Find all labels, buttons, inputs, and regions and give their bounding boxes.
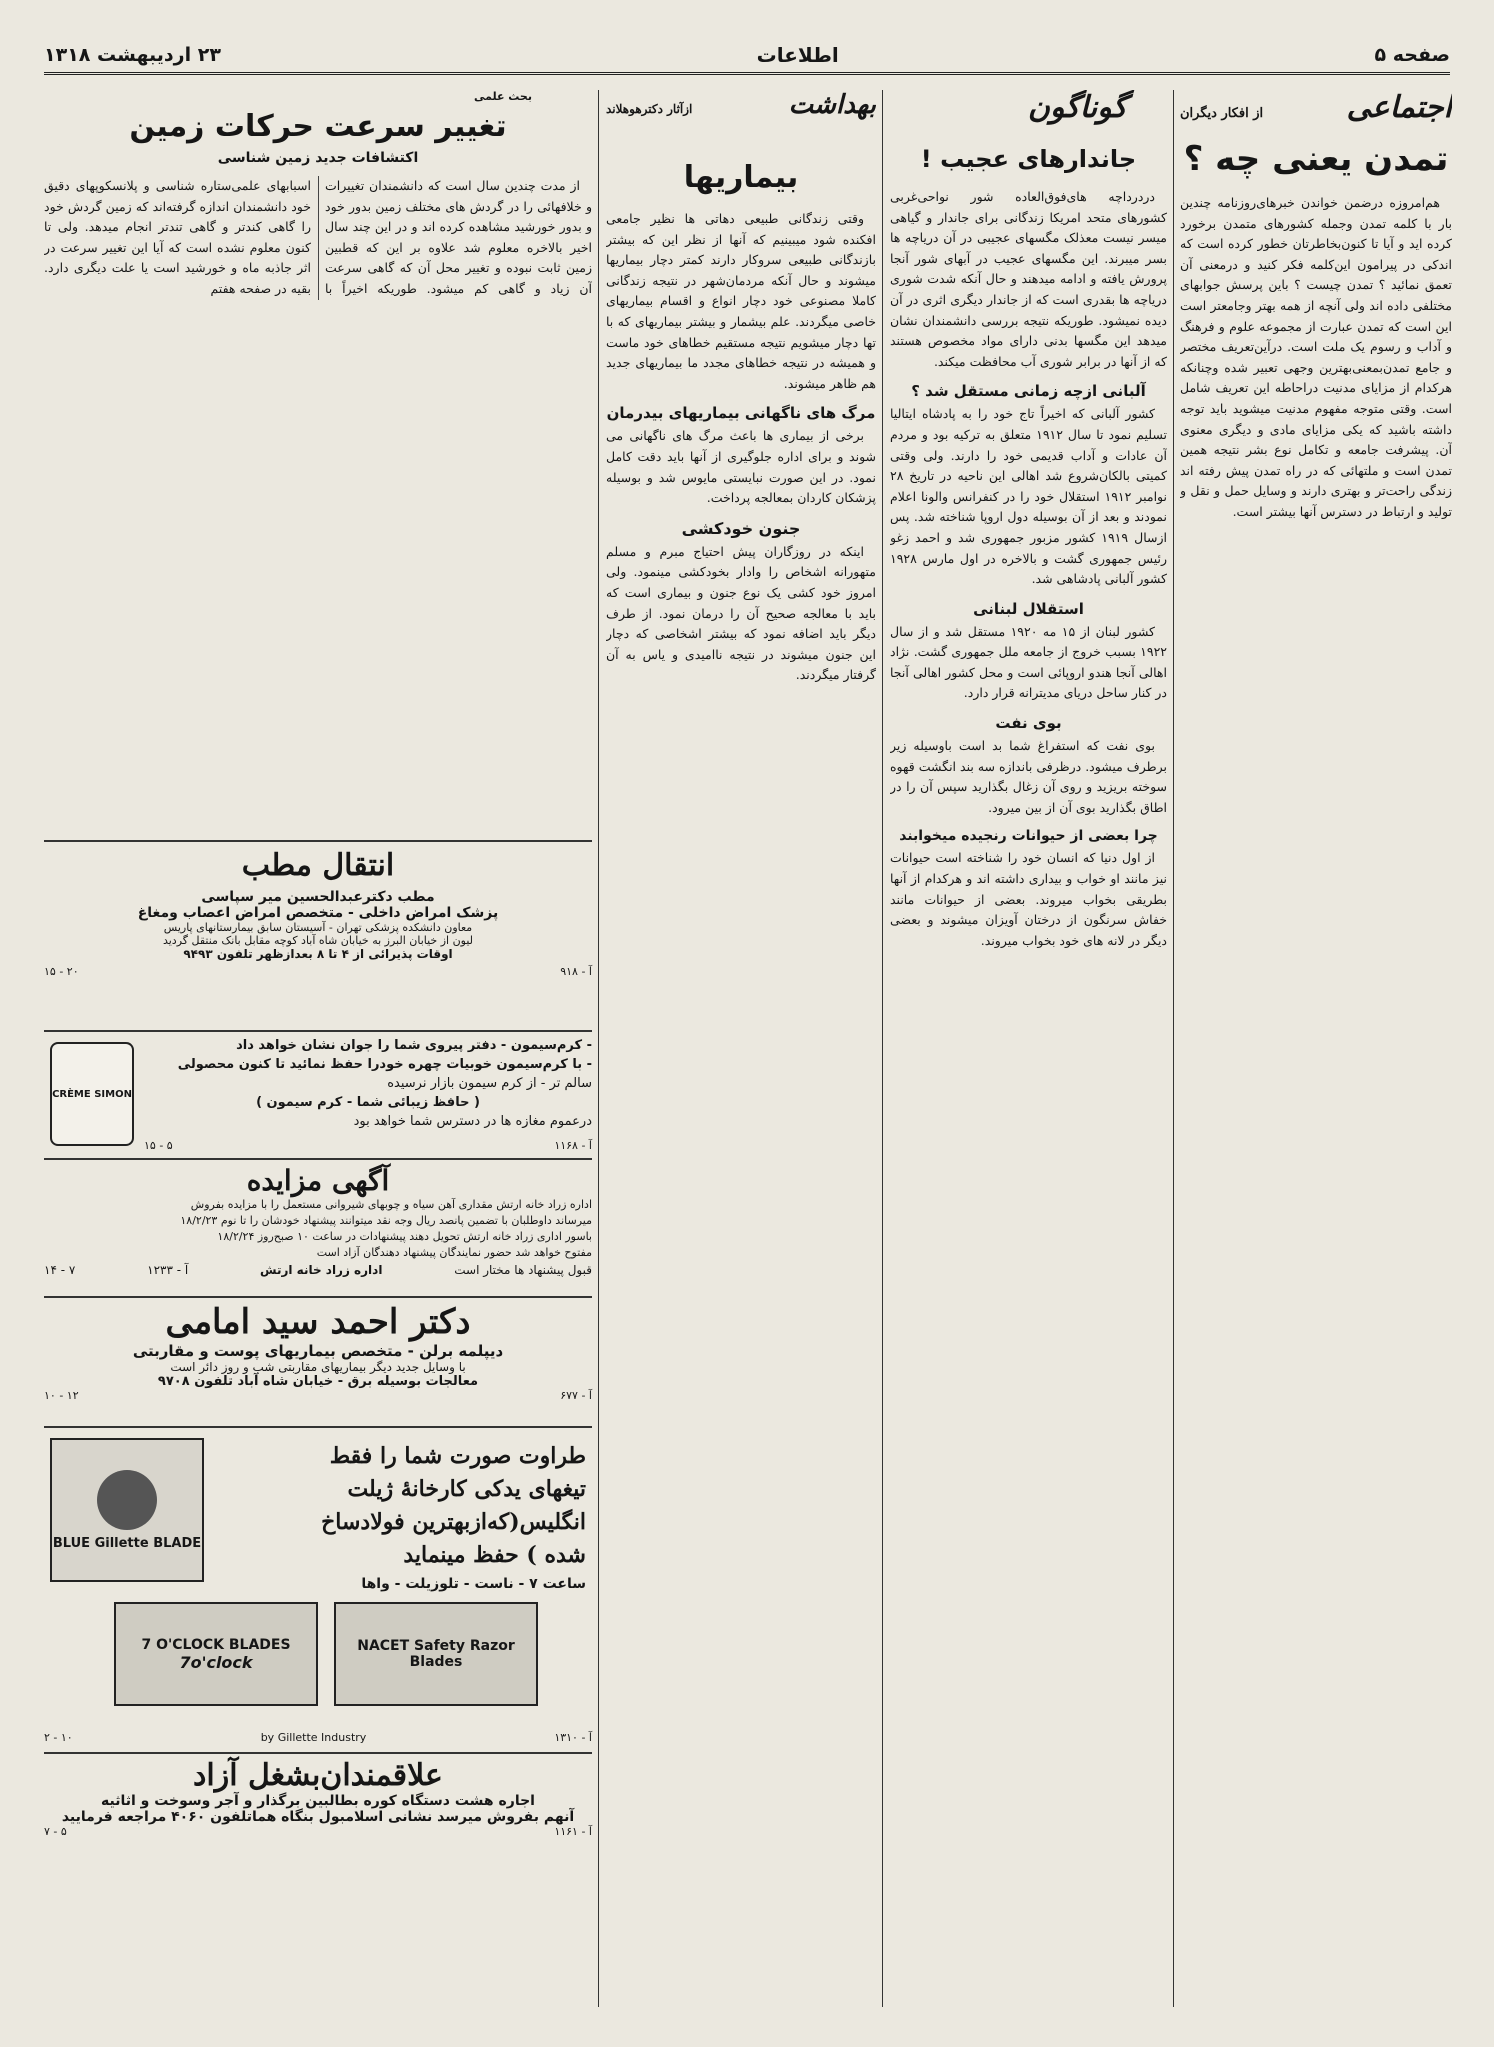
pack-label: BLUE Gillette BLADE	[52, 1535, 202, 1551]
pack-label: NACET Safety Razor Blades	[357, 1638, 515, 1670]
ad-line: ساعت ۷ - ناست - تلوزیلت - واها	[361, 1576, 586, 1592]
issue-date: ۲۳ اردیبهشت ۱۳۱۸	[44, 44, 221, 66]
ad-line: پزشک امراض داخلی - متخصص امراض اعصاب ومغاغ	[137, 905, 499, 921]
ad-line: لیون از خیابان البرز به خیابان شاه آباد کوچه مقابل بانک منتقل گردید	[162, 934, 474, 947]
pack-label: 7o'clock	[179, 1652, 253, 1672]
suicide-body: اینکه در روزگاران پیش احتیاج مبرم و مسلم متهورانه اشخاص را وادار بخودکشی مینمود. ولی امروز خود کشی یک نوع جنون و بیماری است که باید با معالجه صحیح آن را درمان نمود. از طرف دیگر باید اضافه نمود که بیشتر اشخاصی که دچار این جنون میشوند در نتیجه ناامیدی و یاس به آن گرفتار میگردند.	[606, 543, 876, 683]
column-rule	[1173, 90, 1174, 2007]
ad-line: درعموم مغازه ها در دسترس شما خواهد بود	[353, 1114, 592, 1129]
cream-jar-icon: CRÈME SIMON	[50, 1042, 134, 1146]
job-ad	[44, 1758, 592, 1878]
science-article	[44, 90, 592, 830]
ad-line: ( حافظ زیبائی شما - کرم سیمون )	[256, 1095, 480, 1110]
ad-serial: ۷ - ۱۴	[44, 1263, 76, 1277]
ad-serial: ۵ - ۱۵	[144, 1139, 173, 1152]
article-title: جاندارهای عجیب !	[920, 145, 1137, 173]
section-label: بحث علمی	[473, 90, 532, 103]
article-title: تغییر سرعت حرکات زمین	[129, 109, 507, 144]
ad-code: آ - ۱۲۳۳	[147, 1263, 189, 1277]
article-body: هم‌امروزه درضمن خواندن خبرهای‌روزنامه چندین بار با کلمه تمدن وجمله کشورهای متمدن برخورد کرده اید و آیا تا کنون‌بخاطرتان خطور کرده است که اندکی در پیرامون این‌کلمه فکر کنید و درمعنی آن تعمق نمائید ؟ تمدن چیست ؟ باین پرسش جوابهای مختلفی داده اند ولی آنچه از همه بهتر وجامعتر است این است که تمدن عبارت از مجموعه علوم و فرهنگ و آداب و رسوم یک ملت است. درآین‌تعریف مختصر و جامع تمدن‌بمعنی‌بهترین وجهی تعبیر شده وچنانکه هرکدام از مزایای مدنیت دراحاطه این تعریف شامل است. وقتی متوجه مفهوم مدنیت میشوید باید توجه داشته باشید که یکی مزایای مادی و دیگری معنوی آن. پیشرفت جامعه و تکامل نوع بشر نتیجه همین تمدن است و ملتهائی که در راه تمدن پیش رفته اند زندگی راحت‌تر و بهتری دارند و وسایل حمل و نقل و تولید و ارتباط در دسترس آنها بیشتر است.	[1180, 195, 1452, 519]
section-subtitle: از افکار دیگران	[1180, 106, 1264, 121]
ad-serial: ۲۰ - ۱۵	[44, 965, 79, 978]
ad-line: شده ) حفظ مینماید	[403, 1542, 586, 1568]
ad-line: میرساند داوطلبان با تضمین پانصد ریال وجه نقد میتوانند پیشنهاد خودشان را تا نوم ۱۸/۲/۲۳	[180, 1214, 592, 1227]
gillette-ad	[44, 1432, 592, 1748]
social-column	[1180, 90, 1452, 2007]
article-title: بیماریها	[683, 160, 799, 195]
section-title: بهداشت	[788, 90, 876, 120]
ad-code: آ - ۶۷۷	[560, 1389, 592, 1402]
animals-body: از اول دنیا که انسان خود را شناخته است حیوانات نیز مانند او خواب و بیداری داشته اند و هرکدام از آنها بطریقی بخواب میروند. بعضی از حیوانات مانند خفاش سرنگون از درختان آویزان میشوند و بعضی دیگر در لانه های خود بخواب میروند.	[890, 850, 1167, 948]
ad-line: اداره زراد خانه ارتش مقداری آهن سیاه و چوبهای شیروانی مستعمل را با مزایده بفروش	[190, 1198, 592, 1211]
ad-line: مطب دکترعبدالحسین میر سپاسی	[201, 889, 435, 905]
clock-blades-pack-icon	[114, 1602, 318, 1706]
ad-footer: by Gillette Industry	[260, 1731, 367, 1744]
page-number: صفحه ۵	[1374, 44, 1450, 66]
ad-serial: ۲ - ۱۰	[44, 1731, 73, 1744]
ad-code: آ - ۹۱۸	[560, 965, 592, 978]
article-subtitle: اکتشافات جدید زمین شناسی	[217, 150, 419, 166]
auction-ad	[44, 1164, 592, 1292]
ad-title: دکتر احمد سید امامی	[165, 1302, 471, 1342]
ad-line: آنهم بفروش میرسد نشانی اسلامبول بنگاه هماتلفون ۴۰۶۰ مراجعه فرمایید	[61, 1809, 575, 1825]
ad-line: باسور اداری زراد خانه ارتش تحویل دهند پیشنهادات در ساعت ۱۰ صبح‌روز ۱۸/۲/۲۴	[217, 1230, 592, 1243]
ad-line: اجاره هشت دستگاه کوره بطالبین برگذار و آجر وسوخت و اثاثیه	[101, 1793, 535, 1809]
ad-line: انگلیس(که‌ازبهترین فولادساخ	[321, 1509, 586, 1535]
article-title: تمدن یعنی چه ؟	[1183, 139, 1449, 179]
nacet-blades-pack-icon	[334, 1602, 538, 1706]
ad-line: با وسایل جدید دیگر بیماریهای مقاربتی شب و روز دائر است	[170, 1360, 466, 1374]
death-title: مرگ های ناگهانی بیماریهای بیدرمان	[606, 404, 876, 423]
ad-line: دیپلمه برلن - متخصص بیماریهای پوست و مقاربتی	[132, 1342, 504, 1360]
portrait-icon	[97, 1470, 157, 1530]
death-body: برخی از بیماری ها باعث مرگ های ناگهانی می شوند و برای اداره جلوگیری از آنها باید دقت کامل نمود. در این صورت نبایستی مایوس شد و بوسیله پزشکان کاردان بمعالجه پرداخت.	[606, 428, 876, 506]
ad-line: تیغهای یدکی کارخانهٔ ژیلت	[347, 1476, 586, 1502]
ad-line: اوقات پذیرائی از ۴ تا ۸ بعدازظهر تلفون ۹۴۹۳	[183, 947, 453, 961]
lebanon-title: استقلال لبنانی	[973, 599, 1084, 618]
misc-column	[890, 90, 1167, 2007]
ad-signer: اداره زراد خانه ارتش	[260, 1263, 383, 1277]
ad-serial: ۱۲ - ۱۰	[44, 1389, 79, 1402]
oil-body: بوی نفت که استفراغ شما بد است باوسیله زیر برطرف میشود. درظرفی باندازه سه بند انگشت قهوه سوخته بریزید و روی آن زغال بگذارید سپس آن را در اطاق بگذارید بوی آن از بین میرود.	[890, 738, 1167, 815]
ad-line: معالجات بوسیله برق - خیابان شاه آباد تلفون ۹۷۰۸	[157, 1374, 479, 1389]
divider	[44, 1030, 592, 1032]
gillette-pack-icon	[50, 1438, 204, 1582]
ad-line: مفتوح خواهد شد حضور نمایندگان پیشنهاد دهندگان آزاد است	[316, 1246, 592, 1259]
lebanon-body: کشور لبنان از ۱۵ مه ۱۹۲۰ مستقل شد و از سال ۱۹۲۲ بسبب خروج از جامعه ملل جمهوری گشت. نژاد اهالی آنجا هندو اروپائی است و محل کشور اهالی آنجا در کنار ساحل دریای مدیترانه قرار دارد.	[890, 623, 1167, 701]
column-rule	[598, 90, 599, 2007]
article-body: از مدت چندین سال است که دانشمندان تغییرات و خلافهائی را در گردش های مختلف زمین بدور خود و بدور خورشید مشاهده کرده اند و در این چند سال اخیر بالاخره معلوم شد علاوه بر این که قطبین زمین ثابت نبوده و تغییر محل آن که گاهی سرعت آن زیاد و گاهی کم میشود. طوریکه اخیراً با اسبابهای علمی‌ستاره شناسی و پلانسکوپهای دقیق خود دانشمندان اندازه گرفته‌اند که زمین گردش خود را گاهی کندتر و گاهی تندتر انجام میدهد. ولی تا کنون معلوم نشده است که آیا این تغییر سرعت در اثر جاذبه ماه و خورشید است یا علت دیگری دارد. بقیه در صفحه هفتم	[44, 178, 592, 296]
suicide-title: جنون خودکشی	[681, 518, 801, 538]
ad-line: قبول پیشنهاد ها مختار است	[454, 1263, 592, 1277]
oil-title: بوی نفت	[995, 714, 1062, 733]
column-rule	[882, 90, 883, 2007]
divider	[44, 1426, 592, 1428]
divider	[44, 1296, 592, 1298]
newspaper-name: اطلاعات	[756, 43, 839, 67]
masthead	[44, 38, 1450, 75]
divider	[44, 1752, 592, 1754]
ad-title: آگهی مزایده	[246, 1164, 390, 1197]
ad-serial: ۵ - ۷	[44, 1825, 67, 1838]
ad-line: - کرم‌سیمون - دفتر پیروی شما را جوان نشان خواهد داد	[236, 1038, 592, 1053]
ad-title: انتقال مطب	[241, 848, 395, 883]
article-body: وقتی زندگانی طبیعی دهاتی ها نظیر جامعی افکنده شود میبینیم که آنها از نظر این که بیشتر بازندگانی طبیعی سروکار دارند کمتر دچار بیماریها میشوند و حال آنکه مردمان‌شهر در نتیجه زندگانی کاملا مصنوعی خود دچار انواع و اقسام بیماریهای خاصی میگردند. علم بیشمار و بیشتر بیماریهای که با تها دچار میشویم نتیجه مستقیم خطاهای خود ماست و همیشه در نتیجه خطاهای مجدد ما بیماریهای جدید هم ظاهر میشوند.	[606, 211, 876, 391]
ad-line: طراوت صورت شما را فقط	[329, 1443, 586, 1469]
section-title: اجتماعی	[1346, 90, 1452, 125]
divider	[44, 840, 592, 842]
pack-label: 7 O'CLOCK BLADES	[141, 1636, 291, 1653]
ad-code: آ - ۱۳۱۰	[554, 1731, 592, 1744]
albania-title: آلبانی ازچه زمانی مستقل شد ؟	[911, 382, 1146, 401]
article-body: دردرداچه های‌فوق‌العاده شور نواحی‌غربی کشورهای متحد امریکا زندگانی برای جاندار و گیاهی میسر نیست معذلک مگسهای عجیبی در آن دریاچه ها بسر میبرند. این مگسهای عجیب در آبهای شور آنجا پرورش یافته و ادامه میدهند و حال آنکه شدت شوری دریاچه ها بقدری است که از جاندار دیگری اثری در آن دیده نمیشود. طوریکه نتیجه بررسی دانشمندان نشان میدهد این مگسها بدنی دارای مواد مخصوص هستند که از آنها در برابر شوری آب محافظت میکند.	[890, 189, 1167, 369]
ad-title: علاقمندان‌بشغل آزاد	[193, 1758, 443, 1793]
ads-column	[44, 90, 592, 2007]
ad-line: - با کرم‌سیمون خوبیات چهره خودرا حفظ نمائید تا کنون محصولی	[177, 1057, 592, 1072]
ad-line: معاون دانشکده پزشکی تهران - آسیستان سابق بیمارستانهای پاریس	[163, 921, 473, 934]
doctor-ad	[44, 1302, 592, 1422]
section-subtitle: ازآثار دکترهوهلاند	[606, 102, 693, 116]
ad-code: آ - ۱۱۶۱	[554, 1825, 592, 1838]
albania-body: کشور آلبانی که اخیراً تاج خود را به پادشاه ایتالیا تسلیم نمود تا سال ۱۹۱۲ متعلق به ترکیه بود و مردم آن عادات و آداب قدیمی خود را دارند. ولی وقتی کمیتی بالکان‌شروع شد اهالی این ناحیه در تاریخ ۲۸ نوامبر ۱۹۱۲ استقلال خود را در کنفرانس والونا اعلام نمودند و بعد از آن بوسیله دول اروپا شناخته شد. پس ازسال ۱۹۱۹ کشور مزبور جمهوری شد و احمد زغو رئیس جمهوری گشت و بالاخره در اول مارس ۱۹۲۸ کشور آلبانی پادشاهی شد.	[890, 406, 1167, 587]
health-column	[606, 90, 876, 2007]
section-title: گوناگون	[1027, 90, 1127, 125]
clinic-ad	[44, 848, 592, 1028]
cream-ad	[44, 1036, 592, 1156]
animals-title: چرا بعضی از حیوانات رنجیده میخوابند	[899, 828, 1158, 845]
divider	[44, 1158, 592, 1160]
ad-code: آ - ۱۱۶۸	[554, 1139, 592, 1152]
ad-line: سالم تر - از کرم سیمون بازار نرسیده	[387, 1076, 592, 1091]
